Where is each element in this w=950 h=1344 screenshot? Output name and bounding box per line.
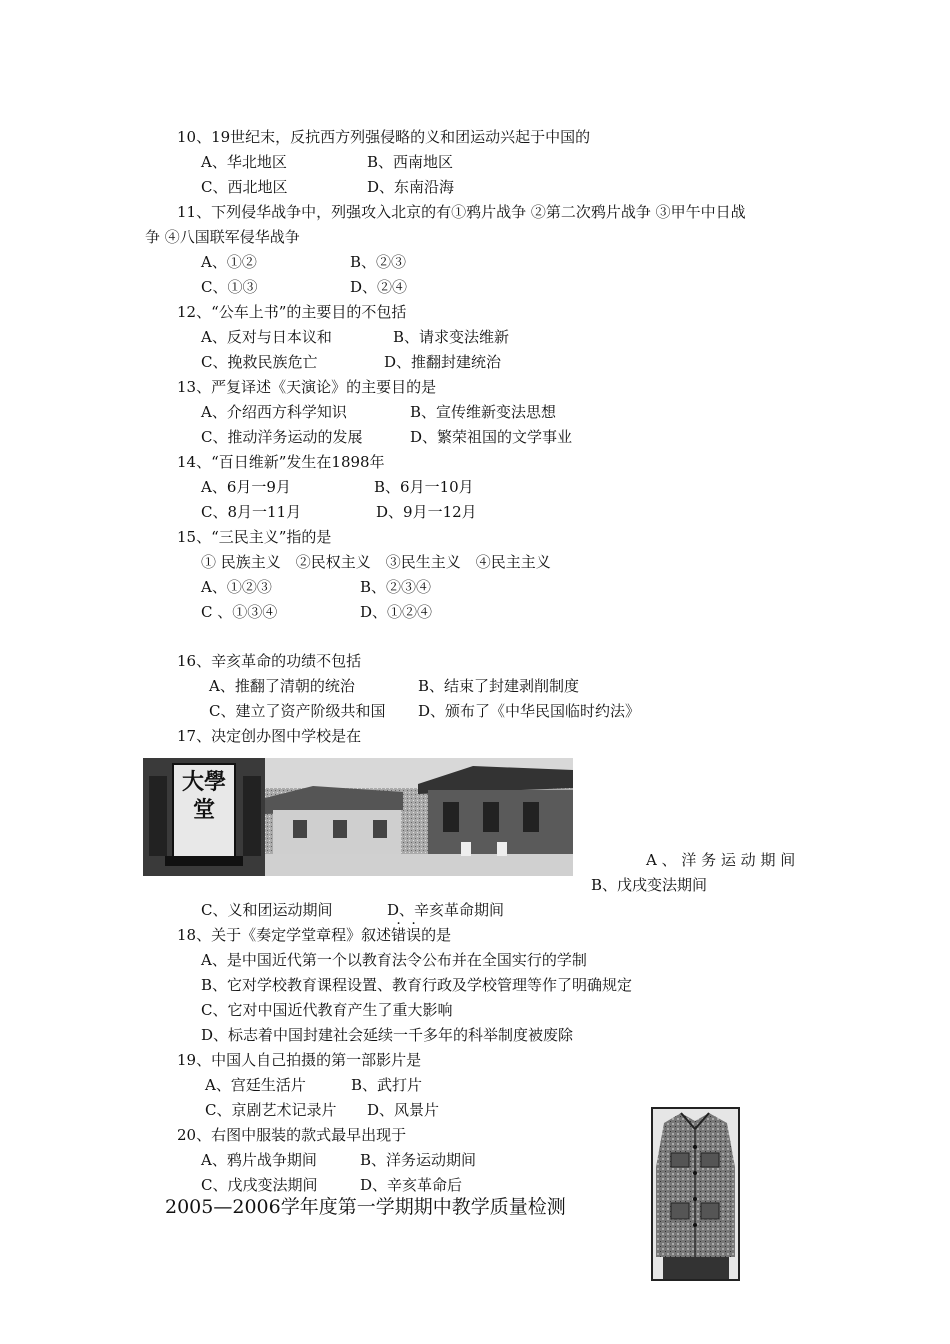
q10-option-d: D、东南沿海 (367, 178, 455, 196)
q20-stem: 20、右图中服装的款式最早出现于 (177, 1126, 407, 1144)
q17-option-a: A 、 洋 务 运 动 期 间 (646, 851, 796, 869)
q12-stem: 12、“公车上书”的主要目的不包括 (177, 303, 407, 321)
q19-option-b: B、武打片 (351, 1076, 423, 1094)
q17-option-d: D、辛亥革命期间 (387, 901, 505, 919)
q15-items: ① 民族主义 ②民权主义 ③民生主义 ④民主主义 (201, 553, 551, 571)
q18-stem-post: 的是 (421, 926, 452, 944)
q19-stem: 19、中国人自己拍摄的第一部影片是 (177, 1051, 422, 1069)
q10-option-c: C、西北地区 (201, 178, 288, 196)
q14-option-d: D、9月一12月 (376, 503, 477, 521)
q11-option-d: D、②④ (350, 278, 408, 296)
q10-option-b: B、西南地区 (367, 153, 454, 171)
q13-option-d: D、繁荣祖国的文学事业 (410, 428, 573, 446)
q18-stem-pre: 18、关于《奏定学堂章程》叙述 (177, 926, 392, 944)
q18-option-d: D、标志着中国封建社会延续一千多年的科举制度被废除 (201, 1026, 574, 1044)
q14-option-c: C、8月一11月 (201, 503, 302, 521)
q15-option-c: C 、①③④ (201, 603, 278, 621)
q17-option-b: B、戊戌变法期间 (591, 876, 708, 894)
q17-option-c: C、义和团运动期间 (201, 901, 333, 919)
q15-option-b: B、②③④ (360, 578, 432, 596)
q13-option-b: B、宣传维新变法思想 (410, 403, 557, 421)
q18-stem-emph-2: 误 (406, 926, 422, 944)
q19-option-d: D、风景片 (367, 1101, 440, 1119)
q16-stem: 16、辛亥革命的功绩不包括 (177, 652, 362, 670)
q11-option-b: B、②③ (350, 253, 407, 271)
q11-option-c: C、①③ (201, 278, 258, 296)
q14-option-b: B、6月一10月 (374, 478, 474, 496)
q12-option-a: A、反对与日本议和 (201, 328, 332, 346)
q19-option-a: A、宫廷生活片 (205, 1076, 306, 1094)
q15-option-d: D、①②④ (360, 603, 433, 621)
q13-stem: 13、严复译述《天演论》的主要目的是 (177, 378, 437, 396)
q10-option-a: A、华北地区 (201, 153, 287, 171)
q17-stem: 17、决定创办图中学校是在 (177, 727, 362, 745)
uniform-photo (651, 1107, 740, 1281)
q18-option-c: C、它对中国近代教育产生了重大影响 (201, 1001, 453, 1019)
school-photo (143, 758, 573, 876)
q16-option-a: A、推翻了清朝的统治 (209, 677, 355, 695)
q18-stem (177, 925, 451, 945)
q11-option-a: A、①② (201, 253, 257, 271)
uniform-photo-svg (651, 1107, 740, 1281)
q20-option-c: C、戊戌变法期间 (201, 1176, 318, 1194)
q13-option-c: C、推动洋务运动的发展 (201, 428, 363, 446)
q15-option-a: A、①②③ (201, 578, 272, 596)
q14-stem: 14、“百日维新”发生在1898年 (177, 453, 385, 471)
q20-option-d: D、辛亥革命后 (360, 1176, 463, 1194)
q18-option-a: A、是中国近代第一个以教育法令公布并在全国实行的学制 (201, 951, 587, 969)
q15-stem: 15、“三民主义”指的是 (177, 528, 332, 546)
q12-option-b: B、请求变法维新 (393, 328, 510, 346)
q18-stem-emph-1: 错 (391, 926, 407, 944)
q16-option-c: C、建立了资产阶级共和国 (209, 702, 386, 720)
q11-stem-line2: 争 ④八国联军侵华战争 (145, 228, 300, 246)
q10-stem: 10、19世纪末，反抗西方列强侵略的义和团运动兴起于中国的 (177, 128, 591, 146)
q12-option-c: C、挽救民族危亡 (201, 353, 318, 371)
q19-option-c: C、京剧艺术记录片 (205, 1101, 337, 1119)
q20-option-a: A、鸦片战争期间 (201, 1151, 317, 1169)
q16-option-d: D、颁布了《中华民国临时约法》 (418, 702, 641, 720)
exam-title: 2005—2006学年度第一学期期中教学质量检测 (165, 1196, 566, 1218)
q11-stem-line1: 11、下列侵华战争中，列强攻入北京的有①鸦片战争 ②第二次鸦片战争 ③甲午中日战 (177, 203, 746, 221)
q18-option-b: B、它对学校教育课程设置、教育行政及学校管理等作了明确规定 (201, 976, 633, 994)
q12-option-d: D、推翻封建统治 (384, 353, 502, 371)
q13-option-a: A、介绍西方科学知识 (201, 403, 347, 421)
q20-option-b: B、洋务运动期间 (360, 1151, 477, 1169)
q16-option-b: B、结束了封建剥削制度 (418, 677, 580, 695)
q14-option-a: A、6月一9月 (201, 478, 291, 496)
school-sign-text: 大學堂 (181, 769, 226, 823)
